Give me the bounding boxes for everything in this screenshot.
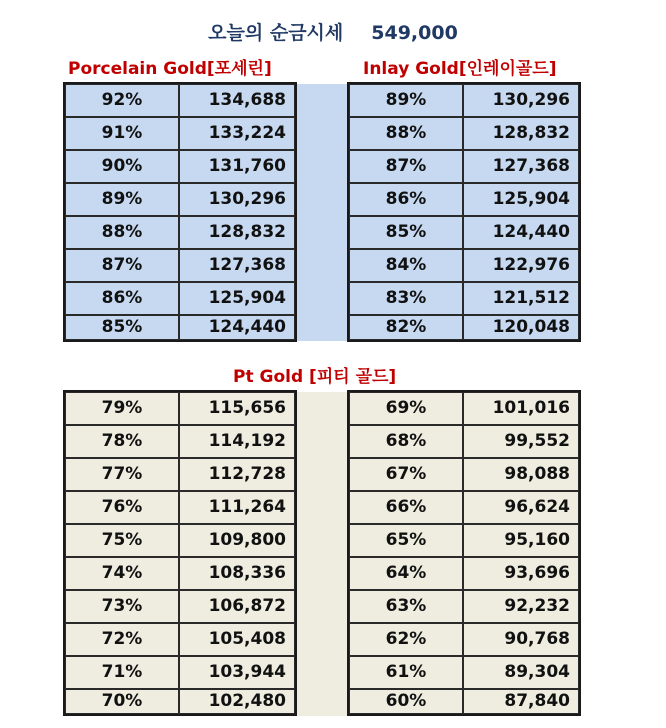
table-row xyxy=(349,425,579,458)
table-row xyxy=(349,117,579,150)
amount-cell: 122,976 xyxy=(463,249,579,282)
amount-cell: 131,760 xyxy=(179,150,295,183)
amount-cell: 112,728 xyxy=(179,458,295,491)
amount-cell: 108,336 xyxy=(179,557,295,590)
amount-cell: 130,296 xyxy=(463,84,579,117)
table-row xyxy=(65,117,295,150)
amount-cell: 125,904 xyxy=(179,282,295,315)
table-row xyxy=(65,491,295,524)
title-label: 오늘의 순금시세 xyxy=(208,22,344,44)
percent-cell: 72% xyxy=(65,623,179,656)
amount-cell: 133,224 xyxy=(179,117,295,150)
amount-cell: 89,304 xyxy=(463,656,579,689)
percent-cell: 90% xyxy=(65,150,179,183)
percent-cell: 76% xyxy=(65,491,179,524)
table-row xyxy=(65,84,295,117)
percent-cell: 83% xyxy=(349,282,463,315)
table-row xyxy=(349,216,579,249)
amount-cell: 134,688 xyxy=(179,84,295,117)
table-row xyxy=(349,689,579,714)
percent-cell: 84% xyxy=(349,249,463,282)
percent-cell: 77% xyxy=(65,458,179,491)
table-row xyxy=(65,150,295,183)
table-row xyxy=(349,491,579,524)
table-row xyxy=(349,282,579,315)
amount-cell: 120,048 xyxy=(463,315,579,340)
table-row xyxy=(65,392,295,425)
porcelain-table xyxy=(63,82,297,342)
table-row xyxy=(349,623,579,656)
table-row xyxy=(65,425,295,458)
percent-cell: 88% xyxy=(349,117,463,150)
amount-cell: 87,840 xyxy=(463,689,579,714)
table-row xyxy=(349,150,579,183)
amount-cell: 92,232 xyxy=(463,590,579,623)
table-row xyxy=(349,656,579,689)
percent-cell: 70% xyxy=(65,689,179,714)
page-title xyxy=(0,18,666,48)
percent-cell: 82% xyxy=(349,315,463,340)
amount-cell: 95,160 xyxy=(463,524,579,557)
pt-left-table xyxy=(63,390,297,716)
porcelain-label: Porcelain Gold[포세린] xyxy=(68,59,272,79)
table-row xyxy=(349,590,579,623)
table-row xyxy=(65,249,295,282)
amount-cell: 106,872 xyxy=(179,590,295,623)
percent-cell: 60% xyxy=(349,689,463,714)
amount-cell: 125,904 xyxy=(463,183,579,216)
percent-cell: 71% xyxy=(65,656,179,689)
percent-cell: 78% xyxy=(65,425,179,458)
percent-cell: 74% xyxy=(65,557,179,590)
table-row xyxy=(65,524,295,557)
amount-cell: 102,480 xyxy=(179,689,295,714)
table-row xyxy=(65,689,295,714)
percent-cell: 92% xyxy=(65,84,179,117)
amount-cell: 127,368 xyxy=(179,249,295,282)
percent-cell: 86% xyxy=(349,183,463,216)
table-row xyxy=(65,282,295,315)
amount-cell: 111,264 xyxy=(179,491,295,524)
amount-cell: 101,016 xyxy=(463,392,579,425)
table-row xyxy=(65,458,295,491)
amount-cell: 90,768 xyxy=(463,623,579,656)
percent-cell: 68% xyxy=(349,425,463,458)
percent-cell: 85% xyxy=(349,216,463,249)
table-row xyxy=(65,590,295,623)
percent-cell: 91% xyxy=(65,117,179,150)
amount-cell: 93,696 xyxy=(463,557,579,590)
table-row xyxy=(349,249,579,282)
gold-price: 549,000 xyxy=(371,22,458,44)
amount-cell: 98,088 xyxy=(463,458,579,491)
percent-cell: 88% xyxy=(65,216,179,249)
table-row xyxy=(65,623,295,656)
amount-cell: 127,368 xyxy=(463,150,579,183)
percent-cell: 75% xyxy=(65,524,179,557)
table-row xyxy=(349,84,579,117)
percent-cell: 87% xyxy=(349,150,463,183)
percent-cell: 61% xyxy=(349,656,463,689)
pt-right-table xyxy=(347,390,581,716)
amount-cell: 114,192 xyxy=(179,425,295,458)
upper-gap-fill xyxy=(295,84,349,341)
percent-cell: 65% xyxy=(349,524,463,557)
percent-cell: 85% xyxy=(65,315,179,340)
pt-label: Pt Gold [피티 골드] xyxy=(233,367,397,387)
amount-cell: 96,624 xyxy=(463,491,579,524)
amount-cell: 99,552 xyxy=(463,425,579,458)
inlay-table xyxy=(347,82,581,342)
table-row xyxy=(65,315,295,340)
table-row xyxy=(65,216,295,249)
table-row xyxy=(65,183,295,216)
table-row xyxy=(65,656,295,689)
amount-cell: 124,440 xyxy=(179,315,295,340)
amount-cell: 105,408 xyxy=(179,623,295,656)
table-row xyxy=(65,557,295,590)
table-row xyxy=(349,524,579,557)
lower-gap-fill xyxy=(295,392,349,716)
percent-cell: 73% xyxy=(65,590,179,623)
table-row xyxy=(349,315,579,340)
percent-cell: 89% xyxy=(349,84,463,117)
amount-cell: 130,296 xyxy=(179,183,295,216)
table-row xyxy=(349,557,579,590)
amount-cell: 121,512 xyxy=(463,282,579,315)
table-row xyxy=(349,392,579,425)
amount-cell: 124,440 xyxy=(463,216,579,249)
amount-cell: 128,832 xyxy=(179,216,295,249)
percent-cell: 89% xyxy=(65,183,179,216)
percent-cell: 62% xyxy=(349,623,463,656)
percent-cell: 67% xyxy=(349,458,463,491)
table-row xyxy=(349,458,579,491)
percent-cell: 64% xyxy=(349,557,463,590)
table-row xyxy=(349,183,579,216)
amount-cell: 115,656 xyxy=(179,392,295,425)
inlay-label: Inlay Gold[인레이골드] xyxy=(363,59,557,79)
amount-cell: 128,832 xyxy=(463,117,579,150)
amount-cell: 109,800 xyxy=(179,524,295,557)
amount-cell: 103,944 xyxy=(179,656,295,689)
percent-cell: 87% xyxy=(65,249,179,282)
percent-cell: 63% xyxy=(349,590,463,623)
percent-cell: 69% xyxy=(349,392,463,425)
percent-cell: 86% xyxy=(65,282,179,315)
percent-cell: 79% xyxy=(65,392,179,425)
percent-cell: 66% xyxy=(349,491,463,524)
